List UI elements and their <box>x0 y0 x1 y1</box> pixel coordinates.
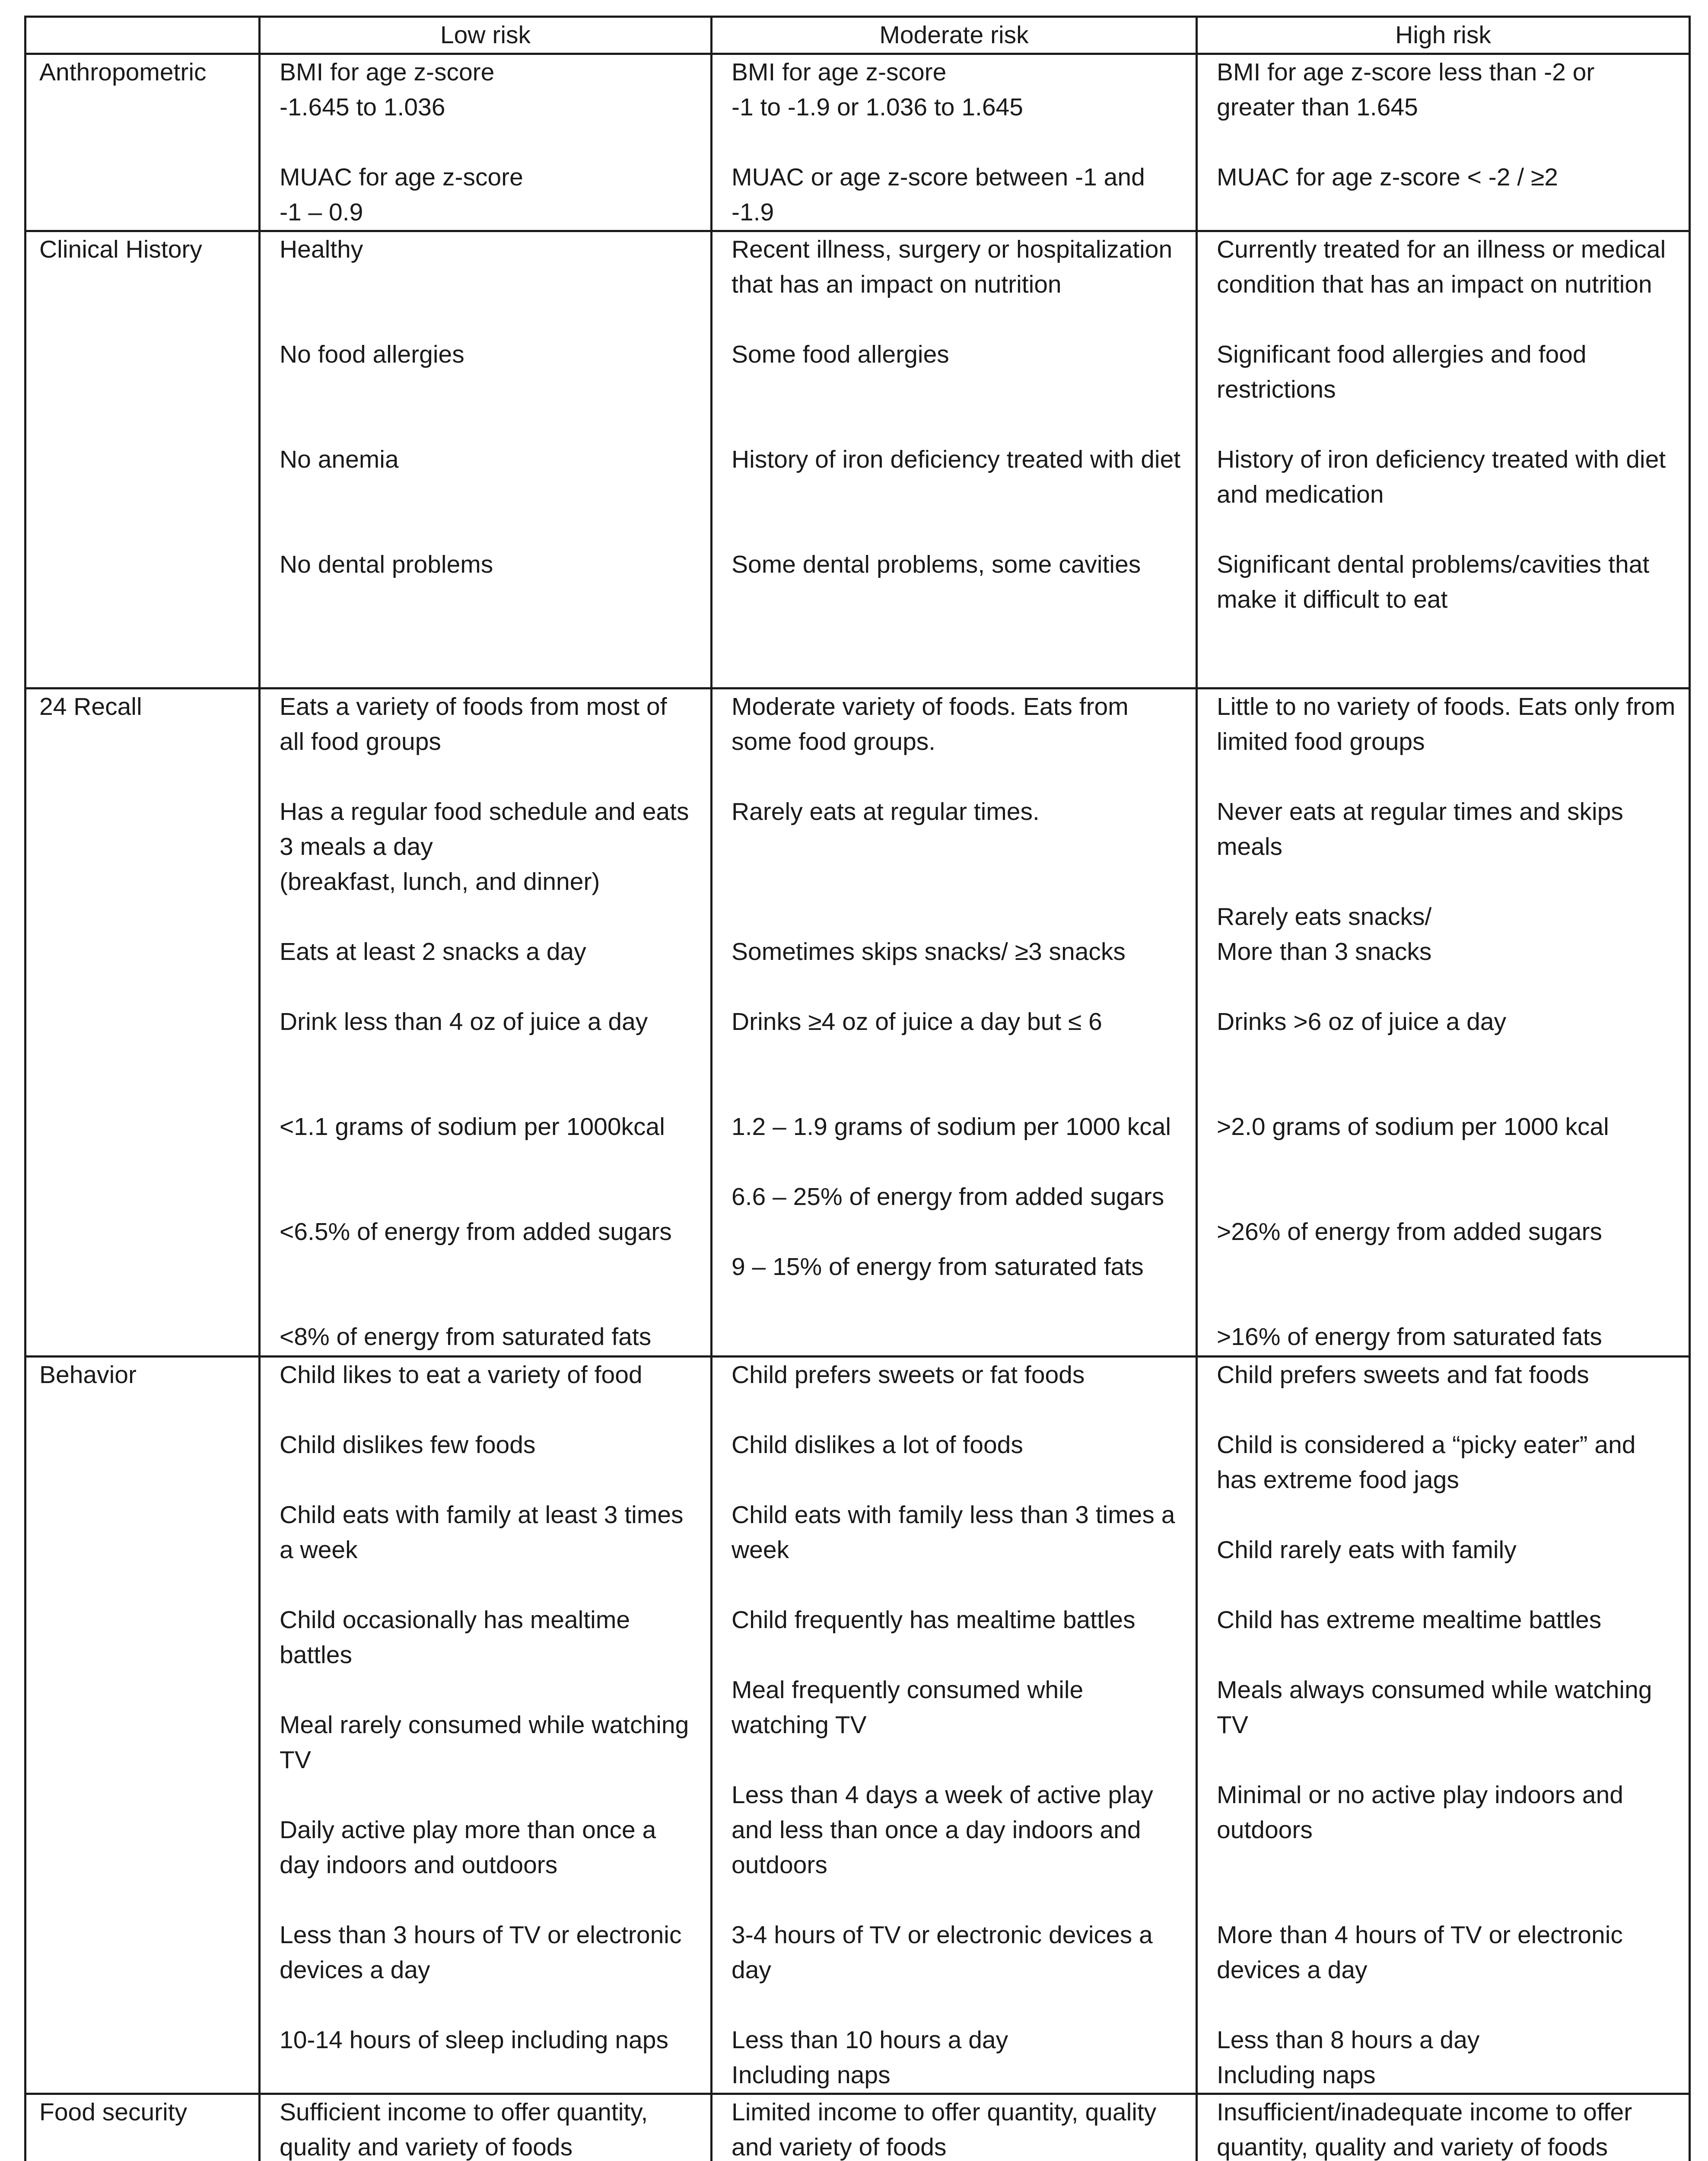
criterion: Less than 10 hours a day Including naps <box>732 2026 1008 2089</box>
category-cell: Food security <box>25 2094 260 2161</box>
criterion: No dental problems <box>280 551 493 578</box>
criterion: History of iron deficiency treated with diet and medication <box>1217 446 1666 508</box>
criterion: Meal frequently consumed while watching TV <box>732 1676 1084 1739</box>
criterion: Child dislikes a lot of foods <box>732 1431 1023 1459</box>
criterion: Sufficient income to offer quantity, quality and variety of foods <box>280 2098 648 2161</box>
criterion: Child prefers sweets or fat foods <box>732 1361 1085 1389</box>
criterion: Child has extreme mealtime battles <box>1217 1606 1602 1634</box>
criterion: Rarely eats snacks/ More than 3 snacks <box>1217 903 1432 966</box>
criterion: BMI for age z-score -1.645 to 1.036 <box>280 58 495 121</box>
low-risk-cell <box>260 688 712 1357</box>
criterion: >26% of energy from added sugars <box>1217 1218 1602 1246</box>
criterion: Meal rarely consumed while watching TV <box>280 1711 689 1774</box>
criterion: >16% of energy from saturated fats <box>1217 1323 1602 1351</box>
criterion: Some food allergies <box>732 341 949 368</box>
criterion: Minimal or no active play indoors and outdoors <box>1217 1781 1623 1844</box>
criterion: Child prefers sweets and fat foods <box>1217 1361 1589 1389</box>
criterion: Less than 3 hours of TV or electronic devices a day <box>280 1921 682 1984</box>
criterion: Healthy <box>280 236 363 263</box>
category-cell: Behavior <box>25 1357 260 2094</box>
criterion: <8% of energy from saturated fats <box>280 1323 652 1351</box>
category-cell: Anthropometric <box>25 54 260 231</box>
criterion: 1.2 – 1.9 grams of sodium per 1000 kcal <box>732 1113 1171 1141</box>
table-row-anthropometric <box>25 54 1690 231</box>
criterion: Eats a variety of foods from most of all food groups <box>280 693 667 755</box>
criterion: Moderate variety of foods. Eats from some food groups. <box>732 693 1129 755</box>
criterion: Meals always consumed while watching TV <box>1217 1676 1652 1739</box>
low-risk-cell <box>260 2094 712 2161</box>
criterion: Child eats with family less than 3 times a week <box>732 1501 1175 1564</box>
category-cell: 24 Recall <box>25 688 260 1357</box>
nutrition-risk-table <box>24 16 1691 2161</box>
criterion: Some dental problems, some cavities <box>732 551 1141 578</box>
moderate-risk-cell <box>712 1357 1197 2094</box>
header-moderate-risk: Moderate risk <box>712 17 1197 54</box>
header-empty <box>25 17 260 54</box>
moderate-risk-cell <box>712 2094 1197 2161</box>
table-row-24-recall <box>25 688 1690 1357</box>
criterion: Drinks >6 oz of juice a day <box>1217 1008 1507 1036</box>
criterion: 10-14 hours of sleep including naps <box>280 2026 668 2054</box>
high-risk-cell <box>1197 54 1690 231</box>
moderate-risk-cell <box>712 231 1197 688</box>
criterion: Eats at least 2 snacks a day <box>280 938 586 966</box>
criterion: Recent illness, surgery or hospitalization that has an impact on nutrition <box>732 236 1173 298</box>
high-risk-cell <box>1197 688 1690 1357</box>
criterion: BMI for age z-score -1 to -1.9 or 1.036 to 1.645 <box>732 58 1023 121</box>
criterion: Less than 8 hours a day Including naps <box>1217 2026 1480 2089</box>
criterion: <6.5% of energy from added sugars <box>280 1218 672 1246</box>
criterion: Rarely eats at regular times. <box>732 798 1040 826</box>
category-cell: Clinical History <box>25 231 260 688</box>
criterion: No food allergies <box>280 341 464 368</box>
criterion: More than 4 hours of TV or electronic devices a day <box>1217 1921 1623 1984</box>
high-risk-cell <box>1197 1357 1690 2094</box>
criterion: MUAC for age z-score -1 – 0.9 <box>280 163 523 226</box>
criterion: Insufficient/inadequate income to offer quantity, quality and variety of foods <box>1217 2098 1632 2161</box>
criterion: Child likes to eat a variety of food <box>280 1361 642 1389</box>
criterion: Significant dental problems/cavities that make it difficult to eat <box>1217 551 1650 613</box>
criterion: 9 – 15% of energy from saturated fats <box>732 1253 1144 1281</box>
table-row-food-security <box>25 2094 1690 2161</box>
table-row-clinical-history <box>25 231 1690 688</box>
criterion: History of iron deficiency treated with diet <box>732 446 1181 473</box>
criterion: Sometimes skips snacks/ ≥3 snacks <box>732 938 1126 966</box>
criterion: Less than 4 days a week of active play and less than once a day indoors and outdoors <box>732 1781 1153 1879</box>
high-risk-cell <box>1197 2094 1690 2161</box>
criterion: <1.1 grams of sodium per 1000kcal <box>280 1113 665 1141</box>
criterion: No anemia <box>280 446 399 473</box>
criterion: Never eats at regular times and skips meals <box>1217 798 1623 861</box>
low-risk-cell <box>260 231 712 688</box>
criterion: Currently treated for an illness or medical condition that has an impact on nutrition <box>1217 236 1666 298</box>
low-risk-cell <box>260 54 712 231</box>
low-risk-cell <box>260 1357 712 2094</box>
criterion: 3-4 hours of TV or electronic devices a day <box>732 1921 1153 1984</box>
criterion: Child rarely eats with family <box>1217 1536 1517 1564</box>
criterion: Child eats with family at least 3 times a week <box>280 1501 684 1564</box>
header-high-risk: High risk <box>1197 17 1690 54</box>
criterion: 6.6 – 25% of energy from added sugars <box>732 1183 1164 1211</box>
criterion: Child is considered a “picky eater” and has extreme food jags <box>1217 1431 1636 1494</box>
high-risk-cell <box>1197 231 1690 688</box>
header-row <box>25 17 1690 54</box>
criterion: BMI for age z-score less than -2 or greater than 1.645 <box>1217 58 1595 121</box>
header-low-risk: Low risk <box>260 17 712 54</box>
criterion: Child frequently has mealtime battles <box>732 1606 1135 1634</box>
criterion: Child occasionally has mealtime battles <box>280 1606 630 1669</box>
criterion: Drinks ≥4 oz of juice a day but ≤ 6 <box>732 1008 1102 1036</box>
criterion: MUAC or age z-score between -1 and -1.9 <box>732 163 1145 226</box>
moderate-risk-cell <box>712 54 1197 231</box>
moderate-risk-cell <box>712 688 1197 1357</box>
criterion: >2.0 grams of sodium per 1000 kcal <box>1217 1113 1609 1141</box>
criterion: Little to no variety of foods. Eats only from limited food groups <box>1217 693 1676 755</box>
criterion: Daily active play more than once a day indoors and outdoors <box>280 1816 656 1879</box>
criterion: MUAC for age z-score < -2 / ≥2 <box>1217 163 1558 191</box>
criterion: Significant food allergies and food restrictions <box>1217 341 1587 403</box>
criterion: Has a regular food schedule and eats 3 meals a day (breakfast, lunch, and dinner) <box>280 798 689 896</box>
table-row-behavior <box>25 1357 1690 2094</box>
criterion: Drink less than 4 oz of juice a day <box>280 1008 648 1036</box>
criterion: Limited income to offer quantity, quality and variety of foods <box>732 2098 1157 2161</box>
criterion: Child dislikes few foods <box>280 1431 536 1459</box>
